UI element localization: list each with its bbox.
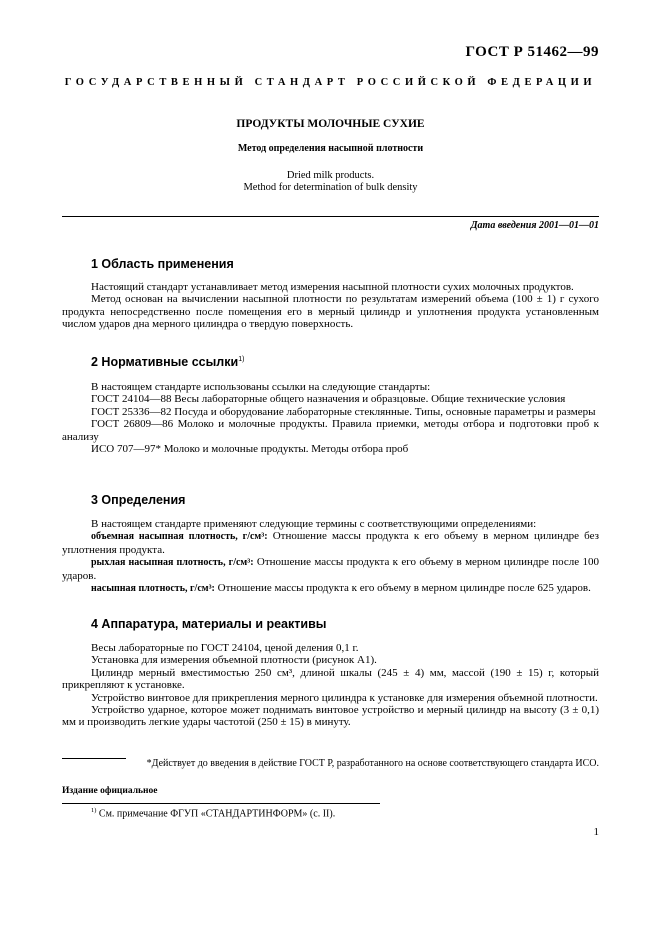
section-1-heading: 1 Область применения — [91, 257, 234, 271]
section-1-body — [62, 281, 599, 331]
definition-item — [62, 556, 599, 582]
document-subtitle: Метод определения насыпной плотности — [237, 143, 424, 154]
section-4-body — [62, 642, 599, 729]
section-3-paragraph: В настоящем стандарте применяют следующие термины с соответствующими определениями: — [91, 518, 537, 530]
footnote-ref: 1) — [238, 355, 245, 363]
definition-text: Отношение массы продукта к его объему в мерном цилиндре без уплотнения продукта. — [62, 530, 599, 556]
section-3-heading: 3 Определения — [91, 493, 186, 507]
section-4-paragraph: Весы лабораторные по ГОСТ 24104, ценой деления 0,1 г. — [91, 642, 359, 654]
section-2-paragraph: В настоящем стандарте использованы ссылки на следующие стандарты: — [91, 381, 431, 393]
footnote-iso: *Действует до введения в действие ГОСТ Р, разработанного на основе соответствующего стандарта ИСО. — [146, 758, 599, 769]
gost-code: ГОСТ Р 51462—99 — [465, 44, 599, 60]
footnote-1-text: См. примечание ФГУП «СТАНДАРТИНФОРМ» (с. II). — [96, 808, 336, 820]
page-number: 1 — [593, 826, 599, 838]
definition-term: насыпная плотность, г/см³: — [91, 583, 215, 595]
reference-item: ГОСТ 24104—88 Весы лабораторные общего назначения и образцовые. Общие технические условия — [91, 393, 566, 406]
definition-text: Отношение массы продукта к его объему в мерном цилиндре после 625 ударов. — [214, 582, 591, 595]
reference-item: ИСО 707—97* Молоко и молочные продукты. Методы отбора проб — [91, 443, 409, 456]
definition-item — [62, 582, 599, 595]
section-4-paragraph: Цилиндр мерный вместимостью 250 см³, длиной шкалы (245 ± 4) мм, массой (190 ± 15) г, который прикрепляют к установке. — [62, 666, 599, 692]
reference-item: ГОСТ 26809—86 Молоко и молочные продукты. Правила приемки, методы отбора и подготовки проб к анализу — [62, 418, 599, 443]
section-2-body — [62, 381, 599, 455]
section-1-paragraph: Настоящий стандарт устанавливает метод измерения насыпной плотности сухих молочных продуктов. — [91, 281, 574, 293]
section-3-body — [62, 518, 599, 595]
section-4-heading: 4 Аппаратура, материалы и реактивы — [91, 617, 327, 631]
official-edition-label: Издание официальное — [62, 786, 158, 796]
footnote-rule — [62, 803, 380, 804]
section-4-paragraph: Установка для измерения объемной плотности (рисунок А1). — [91, 654, 377, 667]
footnote-1 — [91, 807, 335, 819]
section-4-paragraph: Устройство ударное, которое может поднимать винтовое устройство и мерный цилиндр на высоту (3 ± 0,1) мм и производить легкие удары частотой (250 ± 15) в минуту. — [62, 704, 599, 729]
document-title: ПРОДУКТЫ МОЛОЧНЫЕ СУХИЕ — [236, 118, 425, 130]
footnote-1-marker: 1) — [91, 807, 97, 814]
english-title-line2: Method for determination of bulk density — [243, 182, 418, 193]
definition-text: Отношение массы продукта к его объему в мерном цилиндре после 100 ударов. — [62, 556, 600, 582]
header-rule — [62, 216, 599, 217]
section-2-heading-text: 2 Нормативные ссылки — [91, 355, 239, 369]
introduction-date: Дата введения 2001—01—01 — [470, 220, 599, 231]
section-2-heading — [91, 355, 244, 369]
definition-item — [62, 530, 599, 556]
section-1-paragraph: Метод основан на вычислении насыпной плотности по результатам измерений объема (100 ± 1) г сухого продукта непосредственно после помещения его в мерный цилиндр и уплотнения продукта установленным числом ударов дна мерного цилиндра о твердую поверхность. — [62, 293, 599, 331]
definition-term: объемная насыпная плотность, г/см³: — [91, 531, 268, 543]
definition-term: рыхлая насыпная плотность, г/см³: — [91, 557, 254, 569]
english-title-line1: Dried milk products. — [286, 170, 375, 181]
state-standard-banner: ГОСУДАРСТВЕННЫЙ СТАНДАРТ РОССИЙСКОЙ ФЕДЕРАЦИИ — [64, 77, 597, 88]
reference-item: ГОСТ 25336—82 Посуда и оборудование лабораторные стеклянные. Типы, основные параметры и размеры — [91, 405, 596, 418]
english-title — [0, 170, 661, 194]
section-4-paragraph: Устройство винтовое для прикрепления мерного цилиндра к установке для измерения объемной плотности. — [91, 691, 598, 704]
